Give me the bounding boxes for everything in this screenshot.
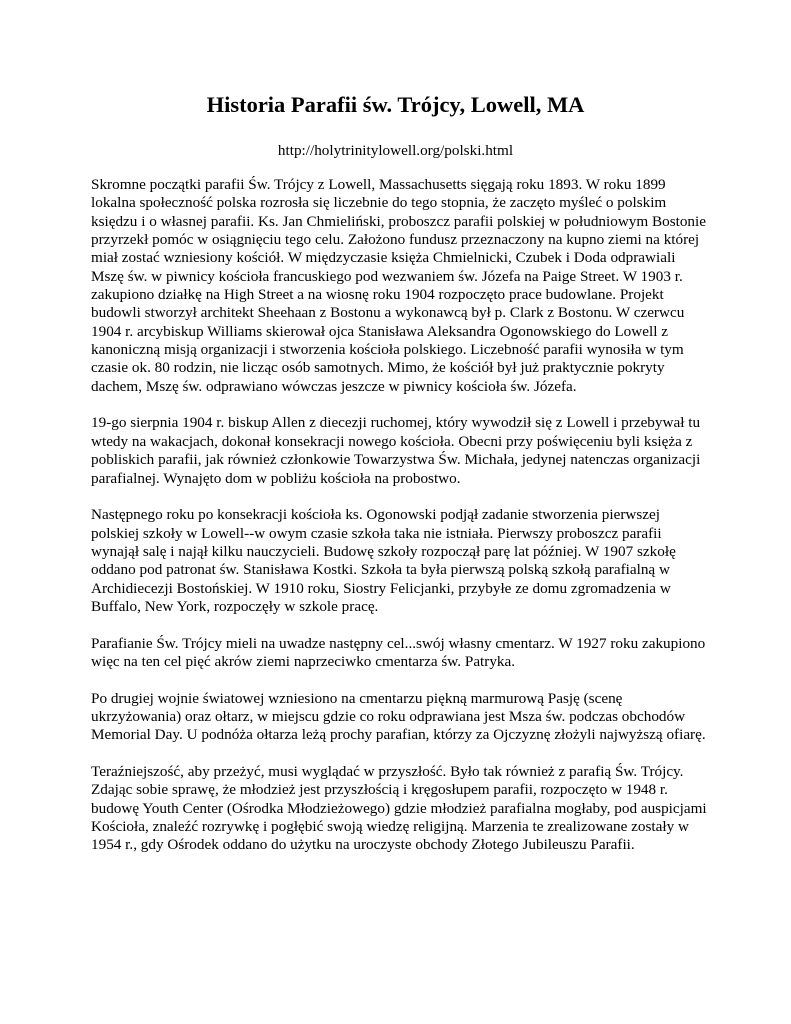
paragraph-school: Następnego roku po konsekracji kościoła ks. Ogonowski podjął zadanie stworzenia pierwszej polskiej szkoły w Lowell--w owym czasie szkoła taka nie istniała. Pierwszy proboszcz parafii wynajął salę i najął kilku nauczycieli. Budowę szkoły rozpoczął parę lat później. W 1907 szkołę oddano pod patronat św. Stanisława Kostki. Szkoła ta była pierwszą polską szkołą parafialną w Archidiecezji Bostońskiej. W 1910 roku, Siostry Felicjanki, przybyłe ze domu zgromadzenia w Buffalo, New York, rozpoczęły w szkole pracę. [91, 506, 676, 615]
paragraph-memorial: Po drugiej wojnie światowej wzniesiono na cmentarzu piękną marmurową Pasję (scenę ukrzyżowania) oraz ołtarz, w miejscu gdzie co roku odprawiana jest Msza św. podczas obchodów Memorial Day. U podnóża ołtarza leżą prochy parafian, którzy za Ojczyznę złożyli najwyższą ofiarę. [91, 689, 706, 744]
paragraph-cemetery: Parafianie Św. Trójcy mieli na uwadze następny cel...swój własny cmentarz. W 1927 roku zakupiono więc na ten cel pięć akrów ziemi naprzeciwko cmentarza św. Patryka. [91, 634, 706, 670]
article-body [91, 176, 711, 873]
paragraph-consecration: 19-go sierpnia 1904 r. biskup Allen z diecezji ruchomej, który wywodził się z Lowell i przebywał tu wtedy na wakacjach, dokonał konsekracji nowego kościoła. Obecni przy poświęceniu byli księża z pobliskich parafii, jak również członkowie Towarzystwa Św. Michała, jedynej natenczas organizacji parafialnej. Wynajęto dom w pobliżu kościoła na probostwo. [91, 414, 701, 487]
page-title: Historia Parafii św. Trójcy, Lowell, MA [206, 92, 585, 117]
paragraph-origins: Skromne początki parafii Św. Trójcy z Lowell, Massachusetts sięgają roku 1893. W roku 1899 lokalna społeczność polska rozrosła się liczebnie do tego stopnia, że zaczęto myśleć o polskim księdzu i o własnej parafii. Ks. Jan Chmieliński, proboszcz parafii polskiej w południowym Bostonie przyrzekł pomóc w osiągnięciu tego celu. Założono fundusz przeznaczony na kupno ziemi na której miał zostać wzniesiony kościół. W międzyczasie księża Chmielnicki, Czubek i Doda odprawiali Mszę św. w piwnicy kościoła francuskiego pod wezwaniem św. Józefa na Paige Street. W 1903 r. zakupiono działkę na High Street a na wiosnę roku 1904 rozpoczęto prace budowlane. Projekt budowli stworzył architekt Sheehaan z Bostonu a wykonawcą był p. Clark z Bostonu. W czerwcu 1904 r. arcybiskup Williams skierował ojca Stanisława Aleksandra Ogonowskiego do Lowell z kanoniczną misją organizacji i stworzenia kościoła polskiego. Liczebność parafii wynosiła w tym czasie ok. 80 rodzin, nie licząc osób samotnych. Mimo, że kościół był już praktycznie pokryty dachem, Mszę św. odprawiano wówczas jeszcze w piwnicy kościoła św. Józefa. [91, 176, 706, 395]
paragraph-youth-center: Teraźniejszość, aby przeżyć, musi wyglądać w przyszłość. Było tak również z parafią Św. Trójcy. Zdając sobie sprawę, że młodzież jest przyszłością i kręgosłupem parafii, rozpoczęto w 1948 r. budowę Youth Center (Ośrodka Młodzieżowego) gdzie młodzież parafialna mogłaby, pod auspicjami Kościoła, znaleźć rozrywkę i pogłębić swoją wiedzę religijną. Marzenia te zrealizowane zostały w 1954 r., gdy Ośrodek oddano do użytku na uroczyste obchody Złotego Jubileuszu Parafii. [91, 763, 707, 854]
source-url: http://holytrinitylowell.org/polski.html [277, 142, 514, 159]
